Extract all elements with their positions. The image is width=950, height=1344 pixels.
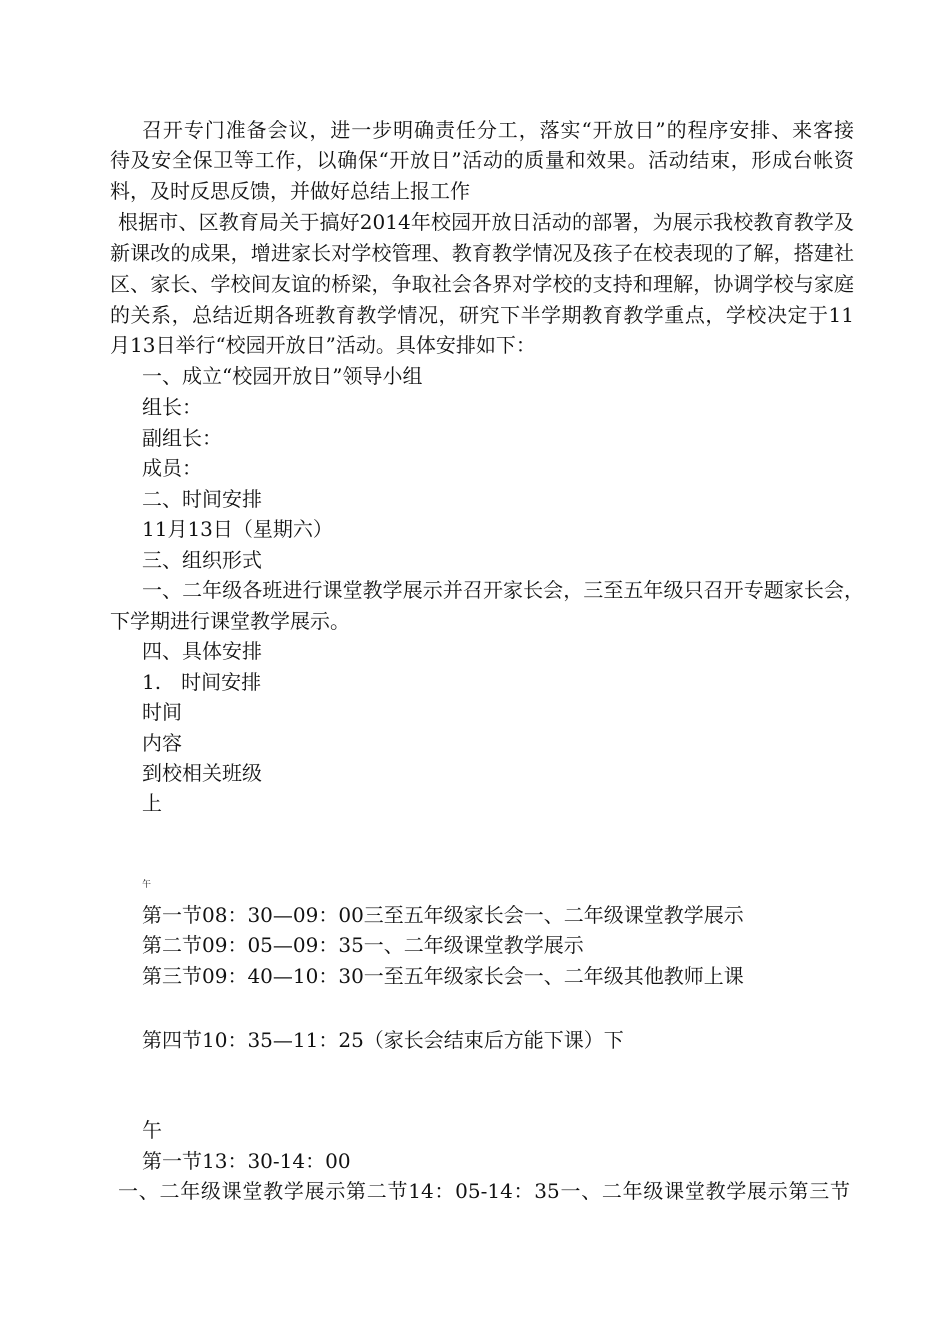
paragraph2-line4: 的关系，总结近期各班教育教学情况，研究下半学期教育教学重点，学校决定于11 [110,303,854,327]
paragraph2-line2: 新课改的成果，增进家长对学校管理、教育教学情况及孩子在校表现的了解，搭建社 [110,241,854,265]
paragraph2-line5: 月13日举行“校园开放日”活动。具体安排如下： [110,333,536,357]
paragraph1-line3: 料，及时反思反馈，并做好总结上报工作 [110,179,470,203]
section1-heading: 一、成立“校园开放日”领导小组 [142,364,423,388]
section3-line2: 下学期进行课堂教学展示。 [110,609,350,633]
column-content: 内容 [142,731,182,755]
morning-period4: 第四节10：35—11：25（家长会结束后方能下课）下 [142,1028,624,1052]
section3-heading: 三、组织形式 [142,548,262,572]
column-class: 到校相关班级 [142,761,262,785]
schedule-subheading: 1. 时间安排 [142,670,262,694]
paragraph2-line3: 区、家长、学校间友谊的桥梁，争取社会各界对学校的支持和理解，协调学校与家庭 [110,272,854,296]
afternoon-continued: 一、二年级课堂教学展示第二节14：05-14：35一、二年级课堂教学展示第三节 [118,1179,850,1203]
section2-heading: 二、时间安排 [142,487,262,511]
paragraph1-line1: 召开专门准备会议，进一步明确责任分工，落实“开放日”的程序安排、来客接 [142,118,854,142]
afternoon-label: 午 [142,1118,162,1142]
event-date: 11月13日（星期六） [142,517,333,541]
morning-period2: 第二节09：05—09：35一、二年级课堂教学展示 [142,933,584,957]
morning-period1: 第一节08：30—09：00三至五年级家长会一、二年级课堂教学展示 [142,903,744,927]
section4-heading: 四、具体安排 [142,639,262,663]
afternoon-period1: 第一节13：30-14：00 [142,1149,351,1173]
members-label: 成员： [142,456,202,480]
leader-label: 组长： [142,395,202,419]
morning-period3: 第三节09：40—10：30一至五年级家长会一、二年级其他教师上课 [142,964,744,988]
section3-line1: 一、二年级各班进行课堂教学展示并召开家长会，三至五年级只召开专题家长会， [142,578,864,602]
paragraph1-line2: 待及安全保卫等工作，以确保“开放日”活动的质量和效果。活动结束，形成台帐资 [110,148,854,172]
morning-label-top: 上 [142,791,162,815]
morning-label-bottom: 午 [142,880,152,890]
deputy-leader-label: 副组长： [142,426,222,450]
column-time: 时间 [142,700,182,724]
paragraph2-line1: 根据市、区教育局关于搞好2014年校园开放日活动的部署，为展示我校教育教学及 [118,210,854,234]
